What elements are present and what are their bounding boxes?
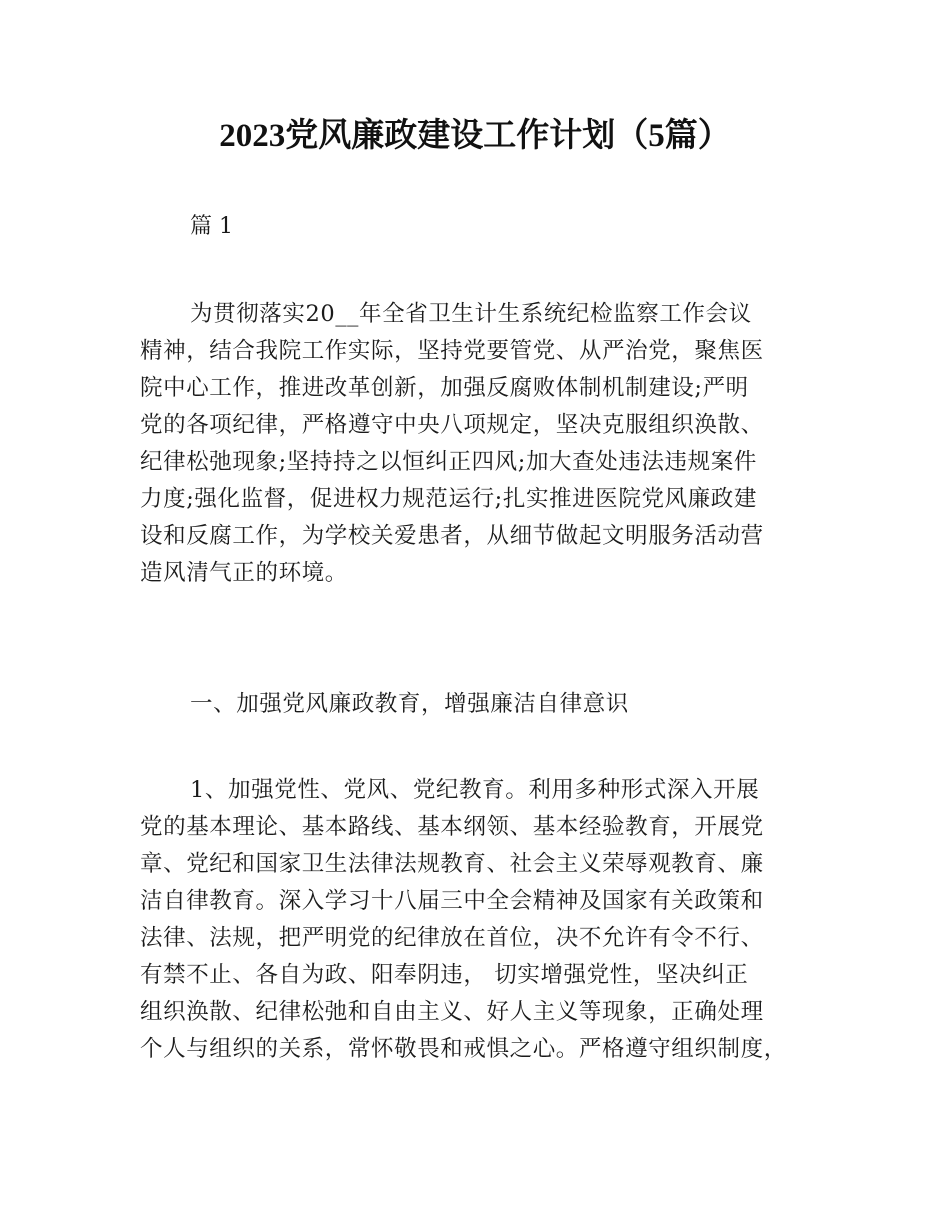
paragraph-line: 法律、法规，把严明党的纪律放在首位，决不允许有令不行、 — [140, 925, 764, 951]
section-label: 篇 1 — [190, 214, 233, 239]
paragraph-line: 有禁不止、各自为政、阳奉阴违， 切实增强党性，坚决纠正 — [140, 962, 749, 988]
paragraph-line: 力度;强化监督，促进权力规范运行;扎实推进医院党风廉政建 — [140, 486, 757, 512]
paragraph-line: 章、党纪和国家卫生法律法规教育、社会主义荣辱观教育、廉 — [140, 851, 764, 877]
paragraph-line: 1、加强党性、党风、党纪教育。利用多种形式深入开展 — [190, 777, 760, 803]
paragraph-intro — [140, 296, 830, 592]
paragraph-line: 党的各项纪律，严格遵守中央八项规定，坚决克服组织涣散、 — [140, 412, 764, 438]
paragraph-line: 纪律松弛现象;坚持持之以恒纠正四风;加大查处违法违规案件 — [140, 449, 757, 475]
paragraph-line: 造风清气正的环境。 — [140, 560, 348, 586]
paragraph-line: 为贯彻落实20__年全省卫生计生系统纪检监察工作会议 — [190, 301, 752, 327]
paragraph-party-education — [140, 772, 830, 1068]
section-heading: 一、加强党风廉政教育，增强廉洁自律意识 — [190, 691, 629, 717]
paragraph-line: 洁自律教育。深入学习十八届三中全会精神及国家有关政策和 — [140, 888, 764, 914]
paragraph-line: 组织涣散、纪律松弛和自由主义、好人主义等现象，正确处理 — [140, 999, 764, 1025]
paragraph-line: 设和反腐工作，为学校关爱患者，从细节做起文明服务活动营 — [140, 523, 764, 549]
paragraph-line: 党的基本理论、基本路线、基本纲领、基本经验教育，开展党 — [140, 814, 764, 840]
paragraph-line: 院中心工作，推进改革创新，加强反腐败体制机制建设;严明 — [140, 375, 749, 401]
document-title: 2023党风廉政建设工作计划（5篇） — [219, 118, 731, 154]
paragraph-line: 精神，结合我院工作实际，坚持党要管党、从严治党，聚焦医 — [140, 338, 764, 364]
paragraph-line: 个人与组织的关系，常怀敬畏和戒惧之心。严格遵守组织制度， — [140, 1036, 787, 1062]
